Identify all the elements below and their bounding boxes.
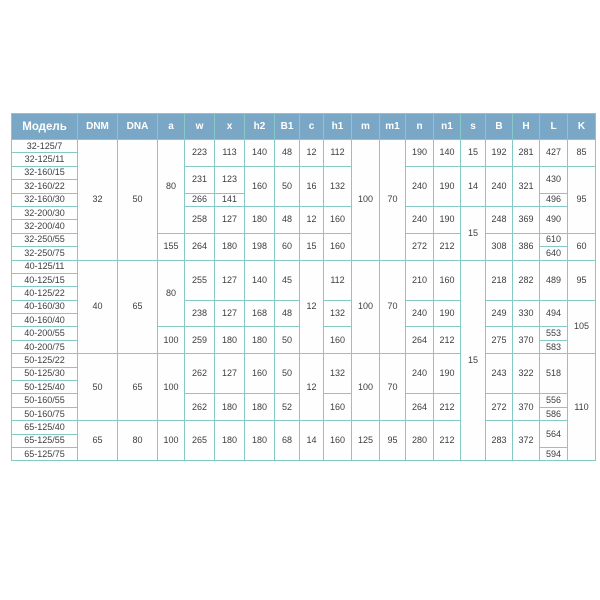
col-header-dnm: DNM: [78, 114, 118, 140]
spec-cell: 160: [324, 394, 352, 421]
spec-cell: 168: [245, 300, 275, 327]
model-cell: 40-200/55: [12, 327, 78, 340]
model-cell: 50-125/22: [12, 354, 78, 367]
spec-cell: 50: [78, 354, 118, 421]
spec-cell: 275: [486, 327, 513, 354]
spec-cell: 12: [300, 354, 324, 421]
model-cell: 32-200/30: [12, 206, 78, 219]
spec-cell: 583: [540, 340, 568, 353]
spec-cell: 265: [185, 421, 215, 461]
spec-cell: 132: [324, 300, 352, 327]
spec-cell: 160: [434, 260, 461, 300]
spec-cell: 48: [275, 140, 300, 167]
col-header-w: w: [185, 114, 215, 140]
model-cell: 32-160/22: [12, 180, 78, 193]
spec-cell: 50: [118, 140, 158, 261]
spec-cell: 16: [300, 166, 324, 206]
spec-cell: 127: [215, 260, 245, 300]
spec-cell: 212: [434, 394, 461, 421]
spec-cell: 190: [434, 354, 461, 394]
col-header-dna: DNA: [118, 114, 158, 140]
spec-cell: 100: [158, 421, 185, 461]
spec-cell: 212: [434, 327, 461, 354]
spec-cell: 14: [300, 421, 324, 461]
spec-cell: 198: [245, 233, 275, 260]
spec-cell: 180: [215, 327, 245, 354]
spec-cell: 65: [118, 260, 158, 354]
table-header: [12, 114, 596, 140]
spec-cell: 496: [540, 193, 568, 206]
spec-cell: 95: [568, 260, 596, 300]
model-cell: 50-160/55: [12, 394, 78, 407]
spec-cell: 160: [324, 327, 352, 354]
spec-cell: 15: [461, 140, 486, 167]
spec-cell: 282: [513, 260, 540, 300]
spec-cell: 112: [324, 260, 352, 300]
model-cell: 40-125/15: [12, 273, 78, 286]
model-cell: 40-125/22: [12, 287, 78, 300]
spec-cell: 518: [540, 354, 568, 394]
spec-cell: 640: [540, 247, 568, 260]
col-header-n1: n1: [434, 114, 461, 140]
spec-cell: 127: [215, 206, 245, 233]
col-header-h1: h1: [324, 114, 352, 140]
spec-cell: 48: [275, 300, 300, 327]
col-header-l: L: [540, 114, 568, 140]
spec-cell: 141: [215, 193, 245, 206]
model-cell: 32-125/7: [12, 140, 78, 153]
spec-cell: 123: [215, 166, 245, 193]
spec-cell: 127: [215, 300, 245, 327]
spec-cell: 127: [215, 354, 245, 394]
spec-cell: 330: [513, 300, 540, 327]
spec-cell: 180: [215, 233, 245, 260]
spec-cell: 15: [461, 206, 486, 260]
model-cell: 40-125/11: [12, 260, 78, 273]
spec-cell: 140: [434, 140, 461, 167]
table-row: [12, 260, 596, 273]
spec-cell: 280: [406, 421, 434, 461]
spec-cell: 160: [324, 421, 352, 461]
spec-cell: 489: [540, 260, 568, 300]
model-cell: 50-125/40: [12, 381, 78, 394]
spec-cell: 32: [78, 140, 118, 261]
col-header-b: B: [486, 114, 513, 140]
spec-cell: 80: [158, 260, 185, 327]
spec-cell: 370: [513, 327, 540, 354]
spec-cell: 240: [406, 354, 434, 394]
spec-cell: 180: [245, 421, 275, 461]
spec-cell: 50: [275, 166, 300, 206]
spec-cell: 212: [434, 421, 461, 461]
spec-cell: 112: [324, 140, 352, 167]
spec-cell: 259: [185, 327, 215, 354]
spec-cell: 218: [486, 260, 513, 300]
spec-cell: 12: [300, 140, 324, 167]
spec-cell: 95: [568, 166, 596, 233]
model-cell: 40-160/40: [12, 314, 78, 327]
table-row: [12, 354, 596, 367]
spec-cell: 386: [513, 233, 540, 260]
spec-cell: 553: [540, 327, 568, 340]
spec-cell: 283: [486, 421, 513, 461]
col-header-k: K: [568, 114, 596, 140]
spec-cell: 15: [461, 260, 486, 461]
spec-cell: 264: [185, 233, 215, 260]
spec-cell: 210: [406, 260, 434, 300]
spec-cell: 80: [118, 421, 158, 461]
spec-cell: 85: [568, 140, 596, 167]
spec-cell: 240: [406, 300, 434, 327]
spec-cell: 100: [352, 354, 380, 421]
model-cell: 40-200/75: [12, 340, 78, 353]
col-header-a: a: [158, 114, 185, 140]
spec-cell: 594: [540, 447, 568, 460]
spec-cell: 262: [185, 394, 215, 421]
col-header-m1: m1: [380, 114, 406, 140]
spec-cell: 190: [434, 166, 461, 206]
spec-cell: 160: [245, 166, 275, 206]
spec-cell: 490: [540, 206, 568, 233]
col-header-b1: B1: [275, 114, 300, 140]
spec-cell: 243: [486, 354, 513, 394]
spec-cell: 427: [540, 140, 568, 167]
spec-cell: 113: [215, 140, 245, 167]
spec-cell: 212: [434, 233, 461, 260]
spec-cell: 45: [275, 260, 300, 300]
col-header-m: m: [352, 114, 380, 140]
spec-cell: 264: [406, 394, 434, 421]
spec-cell: 68: [275, 421, 300, 461]
spec-cell: 190: [406, 140, 434, 167]
spec-cell: 125: [352, 421, 380, 461]
spec-cell: 140: [245, 260, 275, 300]
spec-cell: 262: [185, 354, 215, 394]
spec-cell: 322: [513, 354, 540, 394]
spec-cell: 50: [275, 327, 300, 354]
spec-cell: 132: [324, 354, 352, 394]
spec-cell: 240: [486, 166, 513, 206]
spec-cell: 564: [540, 421, 568, 448]
spec-cell: 321: [513, 166, 540, 206]
col-header-модель: Модель: [12, 114, 78, 140]
col-header-s: s: [461, 114, 486, 140]
col-header-h2: h2: [245, 114, 275, 140]
spec-cell: 494: [540, 300, 568, 327]
model-cell: 32-250/55: [12, 233, 78, 246]
pump-spec-table-container: [11, 113, 596, 461]
col-header-c: c: [300, 114, 324, 140]
spec-cell: 266: [185, 193, 215, 206]
spec-cell: 272: [486, 394, 513, 421]
spec-cell: 110: [568, 354, 596, 461]
model-cell: 32-160/15: [12, 166, 78, 179]
spec-cell: 190: [434, 206, 461, 233]
spec-cell: 370: [513, 394, 540, 421]
spec-cell: 258: [185, 206, 215, 233]
spec-cell: 160: [245, 354, 275, 394]
header-row: [12, 114, 596, 140]
spec-cell: 155: [158, 233, 185, 260]
spec-cell: 372: [513, 421, 540, 461]
table-body: [12, 140, 596, 461]
spec-cell: 100: [158, 327, 185, 354]
spec-cell: 180: [245, 327, 275, 354]
spec-cell: 190: [434, 300, 461, 327]
spec-cell: 100: [352, 260, 380, 354]
spec-cell: 308: [486, 233, 513, 260]
spec-cell: 240: [406, 206, 434, 233]
model-cell: 32-125/11: [12, 153, 78, 166]
spec-cell: 70: [380, 260, 406, 354]
spec-cell: 238: [185, 300, 215, 327]
spec-cell: 180: [215, 421, 245, 461]
model-cell: 40-160/30: [12, 300, 78, 313]
spec-cell: 240: [406, 166, 434, 206]
spec-cell: 249: [486, 300, 513, 327]
spec-cell: 192: [486, 140, 513, 167]
spec-cell: 95: [380, 421, 406, 461]
spec-cell: 65: [78, 421, 118, 461]
col-header-x: x: [215, 114, 245, 140]
spec-cell: 70: [380, 354, 406, 421]
spec-cell: 281: [513, 140, 540, 167]
spec-cell: 48: [275, 206, 300, 233]
spec-cell: 430: [540, 166, 568, 193]
spec-cell: 12: [300, 260, 324, 354]
spec-cell: 180: [245, 206, 275, 233]
spec-cell: 105: [568, 300, 596, 354]
spec-cell: 180: [245, 394, 275, 421]
model-cell: 50-125/30: [12, 367, 78, 380]
spec-cell: 586: [540, 407, 568, 420]
spec-cell: 60: [568, 233, 596, 260]
spec-cell: 255: [185, 260, 215, 300]
spec-cell: 40: [78, 260, 118, 354]
spec-cell: 80: [158, 140, 185, 234]
spec-cell: 180: [215, 394, 245, 421]
model-cell: 32-200/40: [12, 220, 78, 233]
spec-cell: 264: [406, 327, 434, 354]
spec-cell: 231: [185, 166, 215, 193]
col-header-h: H: [513, 114, 540, 140]
pump-spec-table: [11, 113, 596, 461]
spec-cell: 223: [185, 140, 215, 167]
spec-cell: 248: [486, 206, 513, 233]
spec-cell: 60: [275, 233, 300, 260]
table-row: [12, 140, 596, 153]
model-cell: 65-125/55: [12, 434, 78, 447]
model-cell: 65-125/40: [12, 421, 78, 434]
spec-cell: 50: [275, 354, 300, 394]
spec-cell: 12: [300, 206, 324, 233]
table-row: [12, 421, 596, 434]
model-cell: 50-160/75: [12, 407, 78, 420]
model-cell: 32-250/75: [12, 247, 78, 260]
spec-cell: 160: [324, 206, 352, 233]
spec-cell: 369: [513, 206, 540, 233]
spec-cell: 52: [275, 394, 300, 421]
spec-cell: 610: [540, 233, 568, 246]
spec-cell: 556: [540, 394, 568, 407]
model-cell: 65-125/75: [12, 447, 78, 460]
spec-cell: 14: [461, 166, 486, 206]
spec-cell: 160: [324, 233, 352, 260]
spec-cell: 140: [245, 140, 275, 167]
model-cell: 32-160/30: [12, 193, 78, 206]
spec-cell: 65: [118, 354, 158, 421]
spec-cell: 100: [352, 140, 380, 261]
spec-cell: 70: [380, 140, 406, 261]
spec-cell: 100: [158, 354, 185, 421]
col-header-n: n: [406, 114, 434, 140]
spec-cell: 272: [406, 233, 434, 260]
spec-cell: 15: [300, 233, 324, 260]
spec-cell: 132: [324, 166, 352, 206]
